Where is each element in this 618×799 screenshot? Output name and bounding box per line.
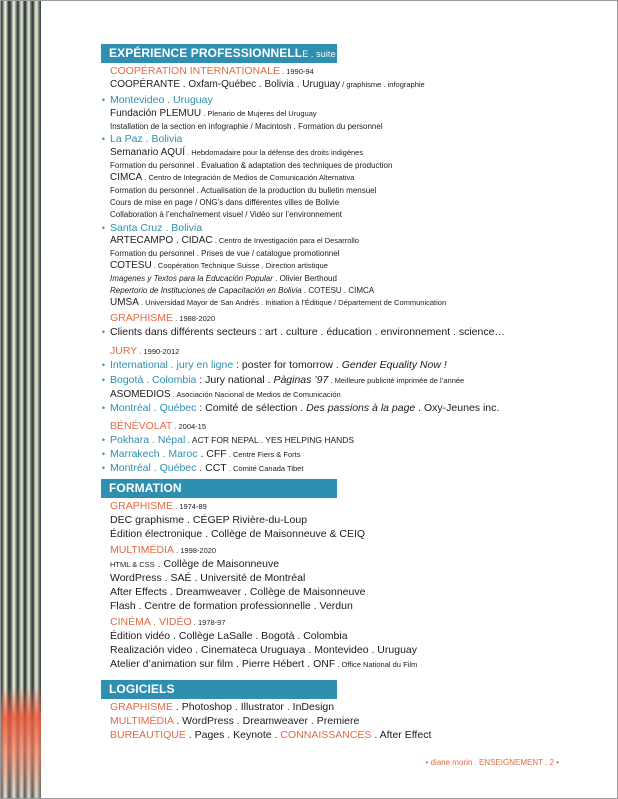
item-text: Clients dans différents secteurs : art . culture . éducation . environnement . science…	[110, 326, 505, 338]
category-heading	[110, 420, 206, 433]
bullet-icon: •	[101, 134, 106, 144]
category-label: GRAPHISME	[110, 701, 174, 713]
years: . 2004-15	[172, 422, 207, 431]
list-item: Installation de la section en infographie / Macintosh . Formation du personnel	[110, 122, 383, 131]
category-heading	[110, 544, 216, 557]
list-item	[110, 146, 363, 159]
list-item	[101, 326, 505, 339]
item-detail: . Hebdomadaire pour la défense des droits indigènes	[185, 148, 364, 157]
category-label: CONNAISSANCES	[280, 729, 372, 741]
location-label: Pokhara . Népal	[110, 434, 186, 446]
section-header-formation	[101, 479, 337, 498]
list-item	[110, 701, 334, 714]
list-item	[110, 259, 328, 272]
category-heading	[110, 65, 314, 78]
list-item: After Effects . Dreamweaver . Collège de Maisonneuve	[110, 586, 366, 598]
bullet-icon: •	[556, 758, 559, 767]
list-item: WordPress . SAÉ . Université de Montréal	[110, 572, 306, 584]
bullet-icon: •	[101, 449, 106, 459]
category-label: GRAPHISME	[110, 500, 174, 512]
item-title: Des passions à la page	[306, 402, 416, 414]
bullet-icon: •	[101, 435, 106, 445]
item-detail: . Office National du Film	[335, 660, 418, 669]
bullet-icon: •	[101, 403, 106, 413]
item-title: Gender Equality Now !	[341, 359, 447, 371]
list-item	[101, 359, 447, 372]
list-item: Édition électronique . Collège de Maisonneuve & CEIQ	[110, 528, 366, 540]
list-item	[110, 558, 279, 571]
bullet-icon: •	[425, 758, 429, 767]
list-item: DEC graphisme . CÉGEP Rivière-du-Loup	[110, 514, 308, 526]
category-label: MULTIMÉDIA	[110, 715, 174, 727]
item-text: ASOMEDIOS	[110, 389, 171, 400]
location-heading	[101, 94, 213, 107]
item-detail: . Asociación Nacional de Medios de Comunicación	[170, 390, 341, 399]
item-detail: . Centre Fiers & Forts	[226, 450, 301, 459]
list-item	[110, 388, 341, 401]
years: . 1990-2012	[137, 347, 180, 356]
location-label: Montréal . Québec	[110, 462, 197, 474]
years: . 1988-2020	[173, 314, 216, 323]
item-text: : Comité de sélection .	[196, 402, 307, 414]
section-title: FORMATION	[109, 481, 182, 495]
category-label: CINÉMA . VIDÉO	[110, 616, 192, 628]
page-footer	[425, 758, 559, 767]
item-detail: . Plenario de Mujeres del Uruguay	[201, 109, 317, 118]
item-text: . After Effect	[371, 729, 432, 741]
item-detail: . Meilleure publicité imprimée de l’année	[328, 376, 465, 385]
list-item	[101, 462, 304, 475]
list-item	[110, 78, 425, 91]
category-heading	[110, 500, 207, 513]
list-item	[110, 171, 354, 184]
section-header-experience	[101, 44, 337, 63]
years: . 1978-97	[191, 618, 226, 627]
item-text: . Collège de Maisonneuve	[154, 558, 280, 570]
bullet-icon: •	[101, 463, 106, 473]
bullet-icon: •	[101, 223, 106, 233]
location-label: Santa Cruz . Bolivia	[110, 222, 203, 234]
list-item	[101, 448, 301, 461]
item-detail: . Olivier Berthoud	[272, 274, 337, 283]
list-item: Formation du personnel . Évaluation & adaptation des techniques de production	[110, 161, 393, 170]
list-item: Realización video . Cinemateca Uruguaya . Montevideo . Uruguay	[110, 644, 417, 656]
section-header-logiciels	[101, 680, 337, 699]
location-label: Montréal . Québec	[110, 402, 197, 414]
list-item	[110, 234, 359, 247]
list-item: Formation du personnel . Prises de vue / catalogue promotionnel	[110, 249, 340, 258]
item-text: ARTECAMPO . CIDAC	[110, 235, 213, 246]
list-item	[110, 107, 317, 120]
list-item: Flash . Centre de formation professionnelle . Verdun	[110, 600, 353, 612]
item-text: COTESU	[110, 260, 152, 271]
category-heading	[110, 345, 179, 358]
category-label: COOPÉRATION INTERNATIONALE	[110, 65, 280, 77]
item-text: CIMCA	[110, 172, 143, 183]
item-text: . WordPress . Dreamweaver . Premiere	[173, 715, 360, 727]
footer-text: diane morin . ENSEIGNEMENT . 2	[428, 758, 557, 767]
years: . 1974-89	[173, 502, 207, 511]
location-label: Marrakech . Maroc	[110, 448, 198, 460]
item-text: . Photoshop . Illustrator . InDesign	[173, 701, 335, 713]
item-text: . Pages . Keynote .	[185, 729, 281, 741]
decorative-stripes-image	[1, 1, 41, 798]
list-item	[110, 715, 359, 728]
category-label: BUREAUTIQUE	[110, 729, 186, 741]
list-item	[101, 374, 465, 387]
item-text: UMSA	[110, 297, 139, 308]
item-text: COOPÉRANTE . Oxfam-Québec . Bolivia . Uruguay	[110, 79, 341, 90]
item-text: : Jury national .	[196, 374, 274, 386]
years: . 1990-94	[279, 67, 314, 76]
list-item	[110, 296, 446, 309]
item-detail: / graphisme . infographie	[340, 80, 425, 89]
item-text: Semanario AQUÍ	[110, 147, 186, 158]
item-title: Pàginas ’97	[273, 374, 329, 386]
location-label: Bogotà . Colombia	[110, 374, 197, 386]
item-detail: . Coopération Technique Suisse . Direction artistique	[151, 261, 328, 270]
list-item: Formation du personnel . Actualisation de la production du bulletin mensuel	[110, 186, 377, 195]
list-item: Collaboration à l’enchaînement visuel / Vidéo sur l’environnement	[110, 210, 342, 219]
category-label: BÉNÉVOLAT	[110, 420, 173, 432]
item-text: . CFF	[197, 448, 227, 460]
item-text: : poster for tomorrow .	[233, 359, 342, 371]
item-detail: . Oxy-Jeunes inc.	[415, 402, 500, 414]
category-heading	[110, 616, 225, 629]
section-title: LOGICIELS	[109, 682, 175, 696]
list-item	[101, 434, 355, 447]
category-label: GRAPHISME	[110, 312, 174, 324]
publication-title: Repertorio de Instituciones de Capacitación en Bolivia	[110, 286, 302, 295]
publication-title: Imagenes y Textos para la Educación Popular	[110, 274, 273, 283]
section-title-suffix: E . suite	[302, 49, 336, 59]
item-text: Fundación PLEMUU	[110, 108, 202, 119]
item-text: . CCT	[196, 462, 227, 474]
location-label: La Paz . Bolivia	[110, 133, 183, 145]
item-text: Atelier d’animation sur film . Pierre Hébert . ONF	[110, 658, 336, 670]
location-heading	[101, 133, 183, 146]
bullet-icon: •	[101, 375, 106, 385]
list-item	[110, 729, 431, 742]
item-detail: HTML & CSS	[110, 560, 155, 569]
list-item: Édition vidéo . Collège LaSalle . Bogotà . Colombia	[110, 630, 348, 642]
bullet-icon: •	[101, 360, 106, 370]
section-title: EXPÉRIENCE PROFESSIONNELL	[109, 46, 303, 60]
item-detail: . Comité Canada Tibet	[226, 464, 304, 473]
list-item: Cours de mise en page / ONG’s dans différentes villes de Bolivie	[110, 198, 340, 207]
location-label: Montevideo . Uruguay	[110, 94, 213, 106]
category-label: JURY	[110, 345, 138, 357]
years: . 1998-2020	[173, 546, 217, 555]
list-item	[101, 402, 500, 415]
item-detail: . Universidad Mayor de San Andrés . Initiation à l’Éditique / Département de Communication	[138, 298, 447, 307]
item-detail: . COTESU . CIMCA	[301, 286, 375, 295]
item-text: . ACT FOR NEPAL . YES HELPING HANDS	[185, 435, 355, 445]
list-item	[110, 658, 417, 671]
category-label: MULTIMÉDIA	[110, 544, 174, 556]
item-detail: . Centro de Integración de Medios de Comunicación Alternativa	[142, 173, 355, 182]
bullet-icon: •	[101, 95, 106, 105]
location-label: International . jury en ligne	[110, 359, 234, 371]
bullet-icon: •	[101, 327, 106, 337]
item-detail: . Centro de Investigación para el Desarrollo	[212, 236, 359, 245]
category-heading	[110, 312, 215, 325]
